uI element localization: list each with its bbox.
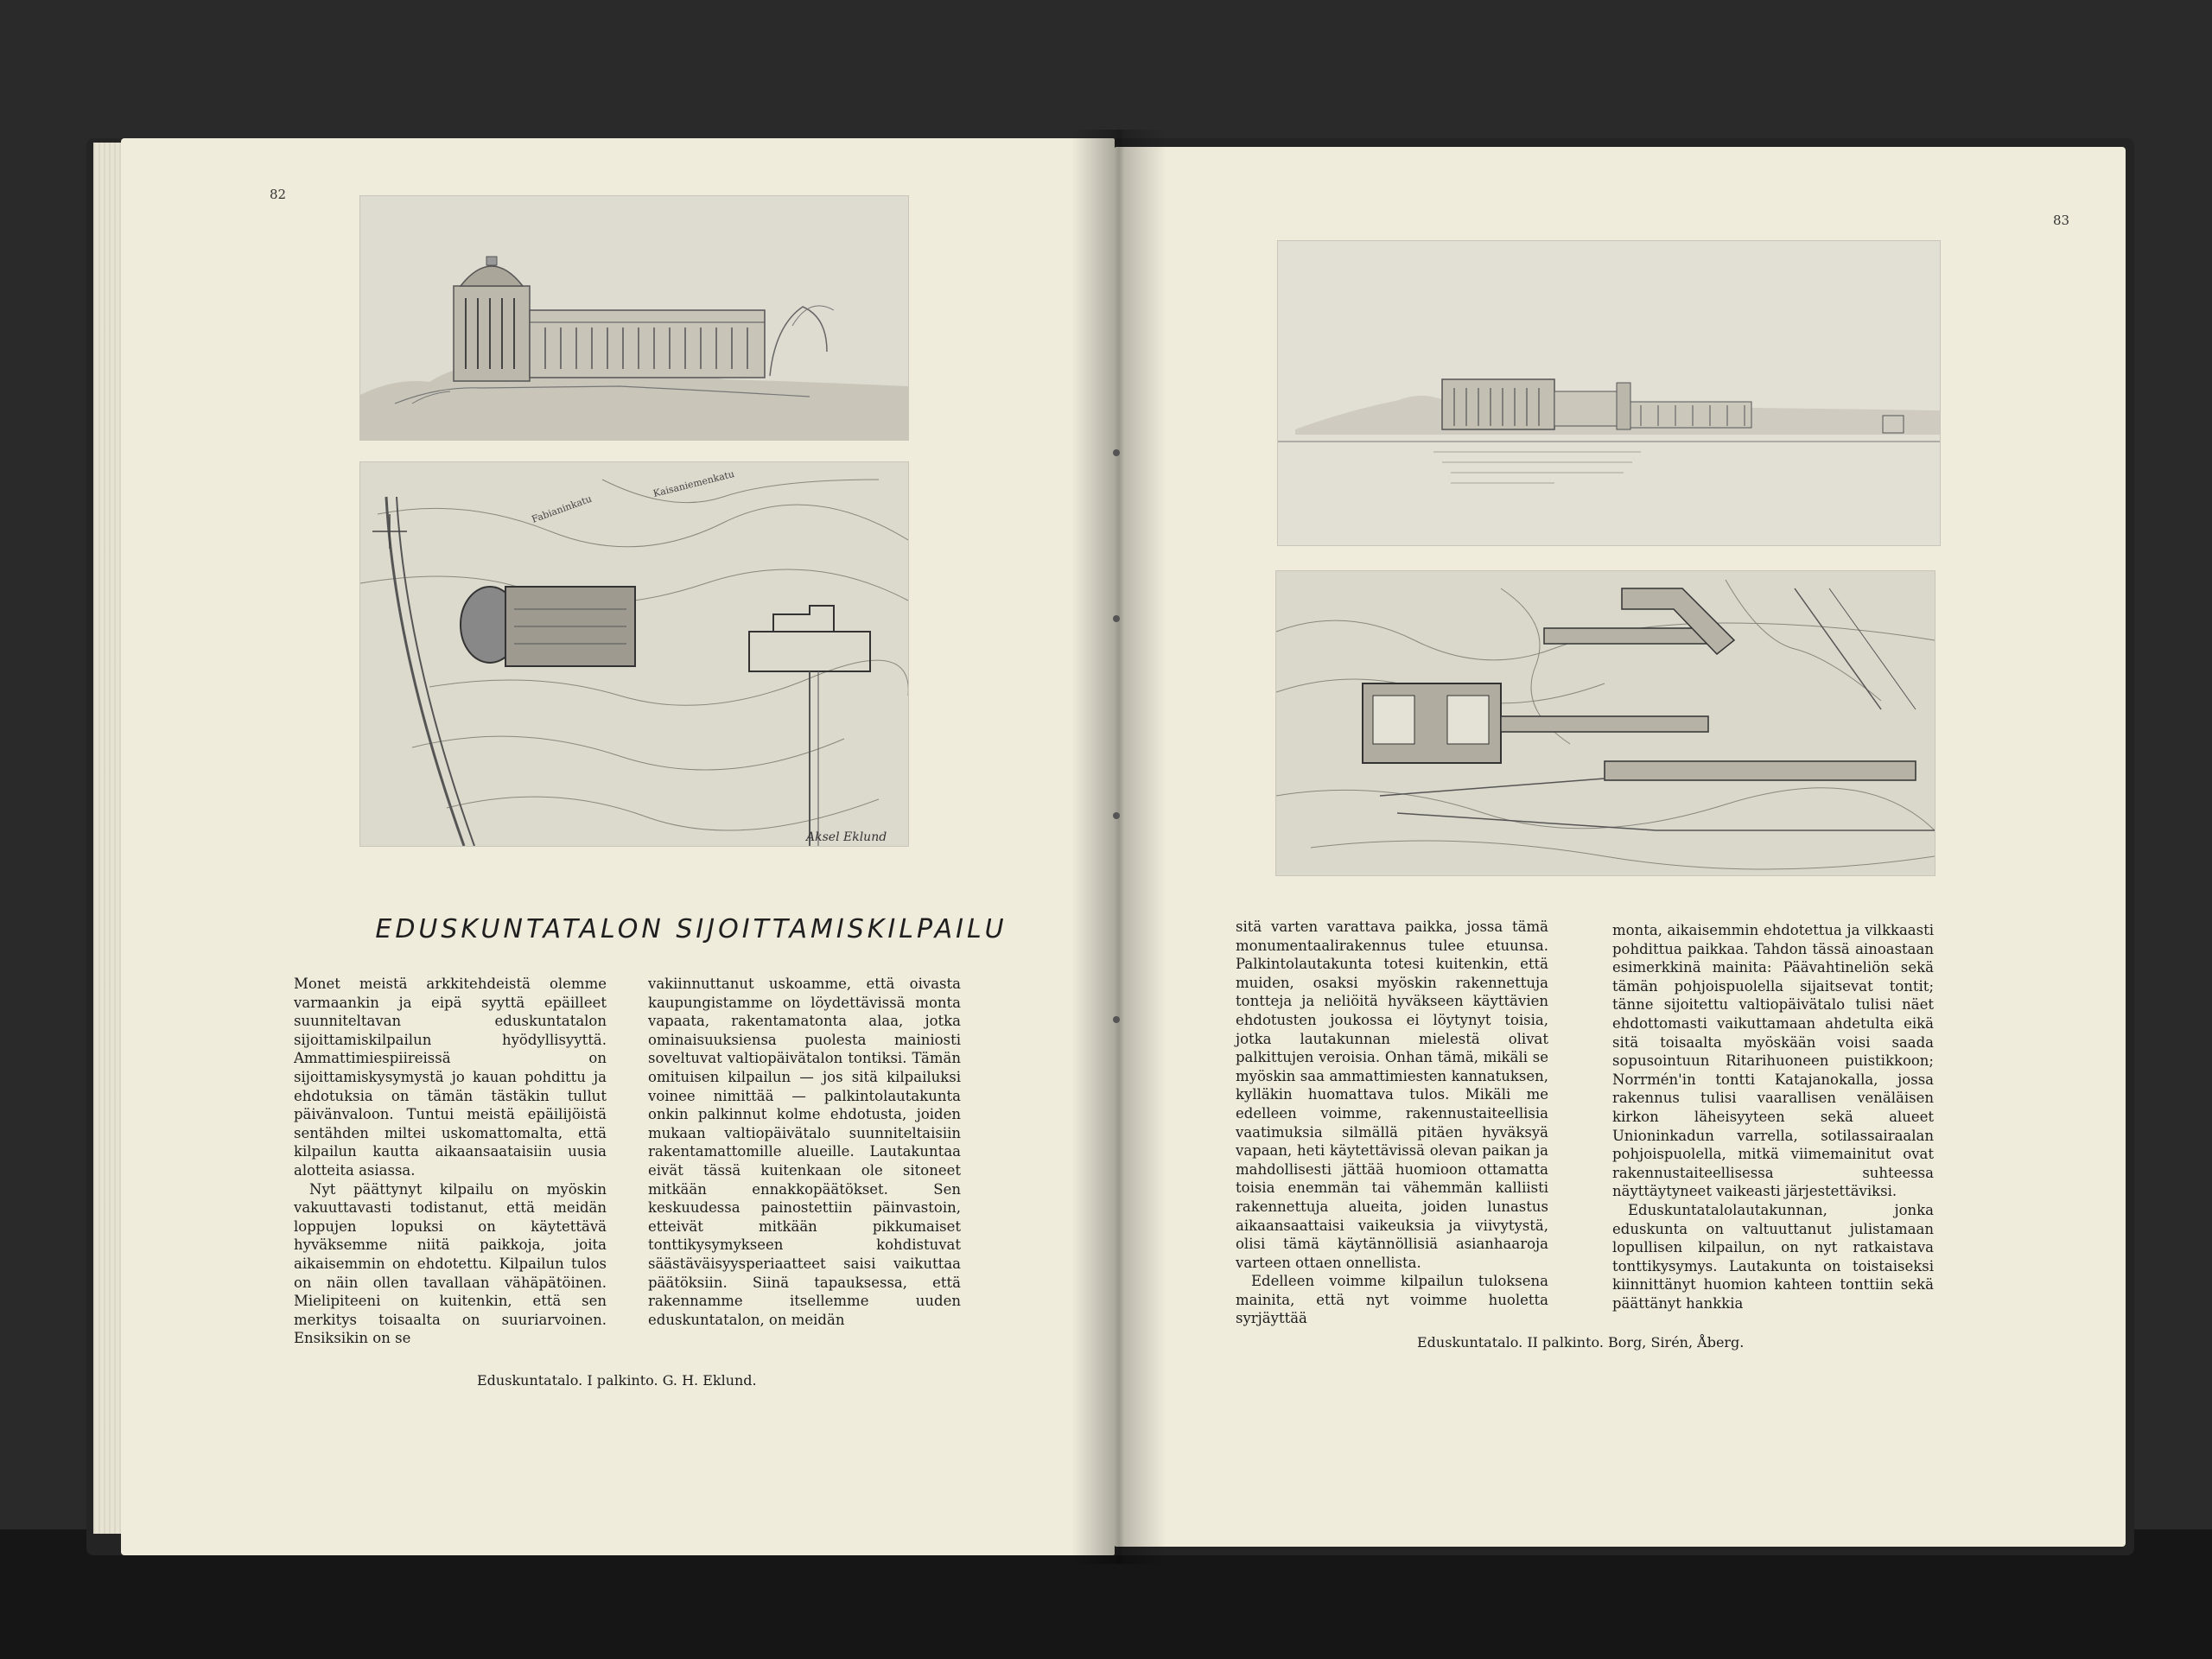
figure-caption: Eduskuntatalo. I palkinto. G. H. Eklund. (477, 1372, 757, 1389)
paragraph: Edelleen voimme kilpailun tuloksena mainita, että nyt voimme huoletta syrjäyttää (1236, 1273, 1548, 1327)
figure-elevation-sketch (359, 195, 909, 441)
figure-site-plan (1275, 570, 1936, 876)
binding-stitch (1113, 812, 1120, 819)
binding-stitch (1113, 449, 1120, 456)
figure-perspective-drawing (1277, 240, 1941, 546)
binding-stitch (1113, 1016, 1120, 1023)
site-plan-drawing (1276, 571, 1935, 875)
right-text-column-1 (1236, 918, 1548, 1328)
page-number: 82 (270, 187, 287, 202)
site-plan-drawing (360, 462, 908, 846)
page-number: 83 (2053, 213, 2070, 228)
elevation-sketch-drawing (360, 196, 908, 440)
article-heading: EDUSKUNTATALON SIJOITTAMISKILPAILU (375, 914, 1007, 944)
paragraph: Eduskuntatalolautakunnan, jonka eduskunta on valtuuttanut julistamaan lopullisen kilpailun, on nyt ratkaistava tonttikysymys. Lautakunta on toistaiseksi kiinnittänyt huomion kahteen tonttiin sekä päättänyt hankkia (1612, 1201, 1934, 1312)
left-page (121, 138, 1115, 1555)
perspective-drawing (1278, 241, 1940, 545)
svg-text:Fabianinkatu: Fabianinkatu (530, 493, 594, 525)
right-page (1115, 147, 2126, 1547)
left-text-column-2 (648, 975, 961, 1329)
svg-text:Kaisaniemenkatu: Kaisaniemenkatu (652, 467, 736, 499)
paragraph: vakiinnuttanut uskoamme, että oivasta kaupungistamme on löydettävissä monta vapaata, rakentamatonta alaa, jotka ominaisuuksiensa puolesta mainiosti soveltuvat valtiopäivätalon tontiksi. Tämän omituisen kilpailun — jos sitä kilpailuksi voinee nimittää — palkintolautakunta onkin palkinnut kolme ehdotusta, joiden mukaan valtiopäivätalo suunniteltaisiin rakentamattomille alueille. Lautakuntaa eivät tässä kuitenkaan ole sitoneet mitkään ennakkopäätökset. Sen keskuudessa painostettiin päinvastoin, etteivät mitkään pikkumaiset tonttikysymykseen kohdistuvat säästäväisyysperiaatteet saisi vaikuttaa päätöksiin. Siinä tapauksessa, että rakennamme itsellemme uuden eduskuntatalon, on meidän (648, 976, 961, 1328)
right-text-column-2 (1612, 921, 1934, 1313)
paragraph: Nyt päättynyt kilpailu on myöskin vakuuttavasti todistanut, että meidän loppujen lopuksi on käytettävä hyväksemme niitä paikkoja, joita aikaisemmin on ehdotettu. Kilpailun tulos on näin ollen tavallaan vähäpätöinen. Mielipiteeni on kuitenkin, että sen merkitys toisaalta on suuriarvoinen. Ensiksikin on se (294, 1180, 607, 1347)
plan-signature: Aksel Eklund (806, 830, 887, 844)
paragraph: sitä varten varattava paikka, jossa tämä monumentaalirakennus tulee etuunsa. Palkintolautakunta totesi kuitenkin, että muiden, osaksi myöskin rakennettuja tontteja ja neliöitä hyväkseen käyttävien ehdotusten joukossa ei löytynyt toisia, jotka lautakunnan mielestä olivat palkittujen veroisia. Onhan tämä, mikäli se myöskin saa ammattimiesten kannatuksen, kylläkin huomattava tulos. Mikäli me edelleen voimme, rakennustaiteellisia vaatimuksia silmällä pitäen hyväksyä vapaan, heti käytettävissä olevan paikan ja mahdollisesti jättää huomioon ottamatta toisia enemmän tai vähemmän kalliisti rakennettuja alueita, joiden lunastus aikaansaattaisi vaikeuksia ja viivytystä, olisi tämä käytännöllisiä asianhaaroja varteen ottaen onnellista. (1236, 918, 1548, 1271)
left-text-column-1 (294, 975, 607, 1348)
figure-caption: Eduskuntatalo. II palkinto. Borg, Sirén, Åberg. (1417, 1334, 1745, 1351)
figure-site-plan (359, 461, 909, 847)
paragraph: monta, aikaisemmin ehdotettua ja vilkkaasti pohdittua paikkaa. Tahdon tässä ainoastaan esimerkkinä mainita: Päävahtineliön sekä tämän pohjoispuolella sijaitsevat tontit; tänne sijoitettu valtiopäivätalo tulisi näet ehdottomasti vaikuttamaan ahdetulta eikä sitä toisaalta myöskään voisi saada sopusointuun Ritarihuoneen puistikkoon; Norrmén'in tontti Katajanokalla, jossa rakennus tulisi vaarallisen venäläisen kirkon läheisyyteen sekä alueet Unioninkadun varrella, sotilassairaalan pohjoispuolella, mitkä viimemainitut ovat rakennustaiteellisessa suhteessa näyttäytyneet vaikeasti järjestettäviksi. (1612, 922, 1934, 1200)
paragraph: Monet meistä arkkitehdeistä olemme varmaankin ja eipä syyttä epäilleet suunniteltavan eduskuntatalon sijoittamiskilpailun hyödyllisyyttä. Ammattimiespiireissä on sijoittamiskysymystä jo kauan pohdittu ja ehdotuksia on tämän tästäkin tullut päivänvaloon. Tuntui meistä epäilijöistä sentähden miltei uskomattomalta, että kilpailun kautta aikaansaataisiin uusia alotteita asiassa. (294, 976, 607, 1179)
binding-stitch (1113, 615, 1120, 622)
